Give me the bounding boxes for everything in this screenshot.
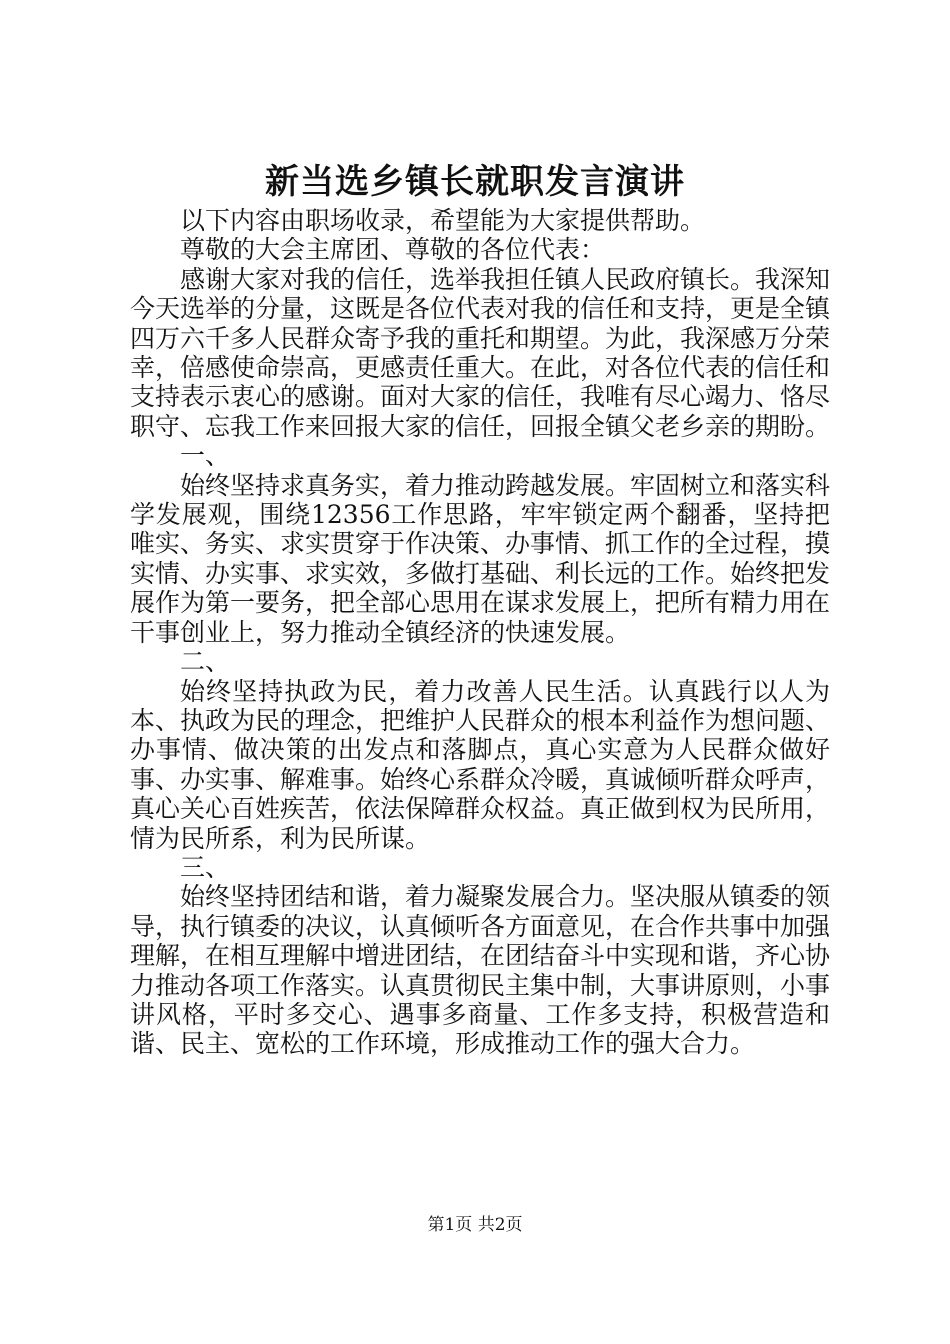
- paragraph-section-3: 始终坚持团结和谐，着力凝聚发展合力。坚决服从镇委的领导，执行镇委的决议，认真倾听各方面意见，在合作共事中加强理解，在相互理解中增进团结，在团结奋斗中实现和谐，齐心协力推动各项工作落实。认真贯彻民主集中制，大事讲原则，小事讲风格，平时多交心、遇事多商量、工作多支持，积极营造和谐、民主、宽松的工作环境，形成推动工作的强大合力。: [130, 882, 831, 1059]
- section-number-1: 一、: [180, 441, 231, 471]
- page-title: 新当选乡镇长就职发言演讲: [265, 162, 685, 202]
- section-number-3: 三、: [180, 852, 231, 882]
- intro-note: 以下内容由职场收录，希望能为大家提供帮助。: [180, 206, 706, 235]
- document-body: [130, 206, 830, 1059]
- salutation: 尊敬的大会主席团、尊敬的各位代表：: [180, 235, 606, 265]
- page-footer: 第1页 共2页: [427, 1215, 523, 1235]
- paragraph-section-1: 始终坚持求真务实，着力推动跨越发展。牢固树立和落实科学发展观，围绕12356工作思路，牢牢锁定两个翻番，坚持把唯实、务实、求实贯穿于作决策、办事情、抓工作的全过程，摸实情、办实事、求实效，多做打基础、利长远的工作。始终把发展作为第一要务，把全部心思用在谋求发展上，把所有精力用在干事创业上，努力推动全镇经济的快速发展。: [130, 470, 831, 647]
- paragraph-section-2: 始终坚持执政为民，着力改善人民生活。认真践行以人为本、执政为民的理念，把维护人民群众的根本利益作为想问题、办事情、做决策的出发点和落脚点，真心实意为人民群众做好事、办实事、解难事。始终心系群众冷暖，真诚倾听群众呼声，真心关心百姓疾苦，依法保障群众权益。真正做到权为民所用，情为民所系，利为民所谋。: [130, 676, 831, 853]
- section-number-2: 二、: [180, 647, 231, 677]
- paragraph-opening: 感谢大家对我的信任，选举我担任镇人民政府镇长。我深知今天选举的分量，这既是各位代表对我的信任和支持，更是全镇四万六千多人民群众寄予我的重托和期望。为此，我深感万分荣幸，倍感使命崇高，更感责任重大。在此，对各位代表的信任和支持表示衷心的感谢。面对大家的信任，我唯有尽心竭力、恪尽职守、忘我工作来回报大家的信任，回报全镇父老乡亲的期盼。: [130, 264, 831, 441]
